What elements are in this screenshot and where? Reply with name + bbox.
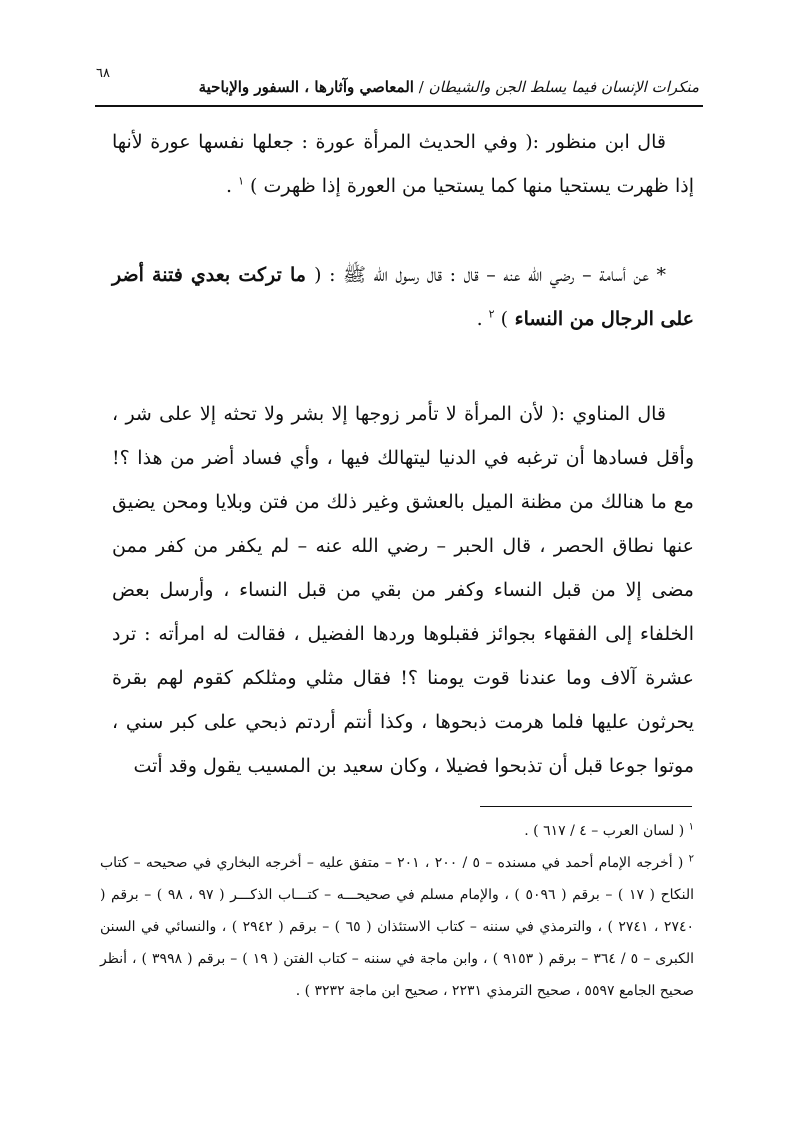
paragraph-ibn-manzur: [112, 120, 694, 208]
footnote-mark: ١: [688, 821, 694, 833]
header-separator: /: [418, 78, 424, 96]
footnote-text: ( أخرجه الإمام أحمد في مسنده – ٥ / ٢٠٠ ، ٢٠١ – متفق عليه – أخرجه البخاري في صحيحه – كتاب النكاح ( ١٧ ) – برقم ( ٥٠٩٦ ) ، والإمام مسلم في صحيحـــه – كتـــاب الذكـــر ( ٩٧ ، ٩٨ ) – برقم ( ٢٧٤٠ ، ٢٧٤١ ) ، والترمذي في سننه – كتاب الاستئذان ( ٦٥ ) – برقم ( ٢٩٤٢ ) ، والنسائي في السنن الكبرى – ٥ / ٣٦٤ – برقم ( ٩١٥٣ ) ، وابن ماجة في سننه – كتاب الفتن ( ١٩ ) – برقم ( ٣٩٩٨ ) ، أنظر صحيح الجامع ٥٥٩٧ ، صحيح الترمذي ٢٢٣١ ، صحيح ابن ماجة ٣٢٣٢ ) .: [100, 855, 694, 999]
running-header: [199, 78, 699, 96]
paragraph-text: قال ابن منظور :( وفي الحديث المرأة عورة : جعلها نفسها عورة لأنها إذا ظهرت يستحيا منها كما يستحيا من العورة إذا ظهرت ): [112, 131, 694, 197]
footnote-1: [100, 815, 694, 847]
header-rule: [95, 105, 703, 107]
header-book-title: منكرات الإنسان فيما يسلط الجن والشيطان: [428, 78, 699, 96]
header-chapter-title: المعاصي وآثارها ، السفور والإباحية: [198, 78, 414, 96]
hadith-close: ): [500, 308, 509, 330]
paragraph-end: .: [225, 175, 233, 197]
hadith-intro: * عن أسامة – رضي الله عنه – قال : قال رسول الله ﷺ : (: [314, 264, 666, 286]
paragraph-munawi: [112, 392, 694, 788]
footnote-2: [100, 847, 694, 1007]
footnote-text: ( لسان العرب – ٤ / ٦١٧ ) .: [524, 823, 689, 839]
footnotes: [100, 815, 694, 1007]
footnote-rule: [480, 806, 692, 807]
footnote-reference: ٢: [488, 307, 495, 321]
paragraph-text: قال المناوي :( لأن المرأة لا تأمر زوجها إلا بشر ولا تحثه إلا على شر ، وأقل فسادها أن ترغبه في الدنيا ليتهالك فيها ، وأي فساد أضر من هذا ؟! مع ما هنالك من مظنة الميل بالعشق وغير ذلك من فتن وبلايا ومحن يضيق عنها نطاق الحصر ، قال الحبر – رضي الله عنه – لم يكفر من كفر ممن مضى إلا من قبل النساء وكفر من بقي من قبل النساء ، وأرسل بعض الخلفاء إلى الفقهاء بجوائز فقبلوها وردها الفضيل ، فقالت له امرأته : ترد عشرة آلاف وما عندنا قوت يومنا ؟! فقال مثلي ومثلكم كقوم لهم بقرة يحرثون عليها فلما هرمت ذبحوها ، وكذا أنتم أردتم ذبحي على كبر سني ، موتوا جوعا قبل أن تذبحوا فضيلا ، وكان سعيد بن المسيب يقول وقد أتت: [112, 403, 694, 777]
hadith-text: ما تركت بعدي فتنة أضر على الرجال من النساء: [112, 264, 694, 330]
footnote-reference: ١: [238, 174, 244, 188]
footnote-mark: ٢: [688, 853, 695, 865]
paragraph-end: .: [476, 308, 483, 330]
page-number: ٦٨: [96, 66, 110, 81]
paragraph-hadith: [112, 253, 694, 341]
